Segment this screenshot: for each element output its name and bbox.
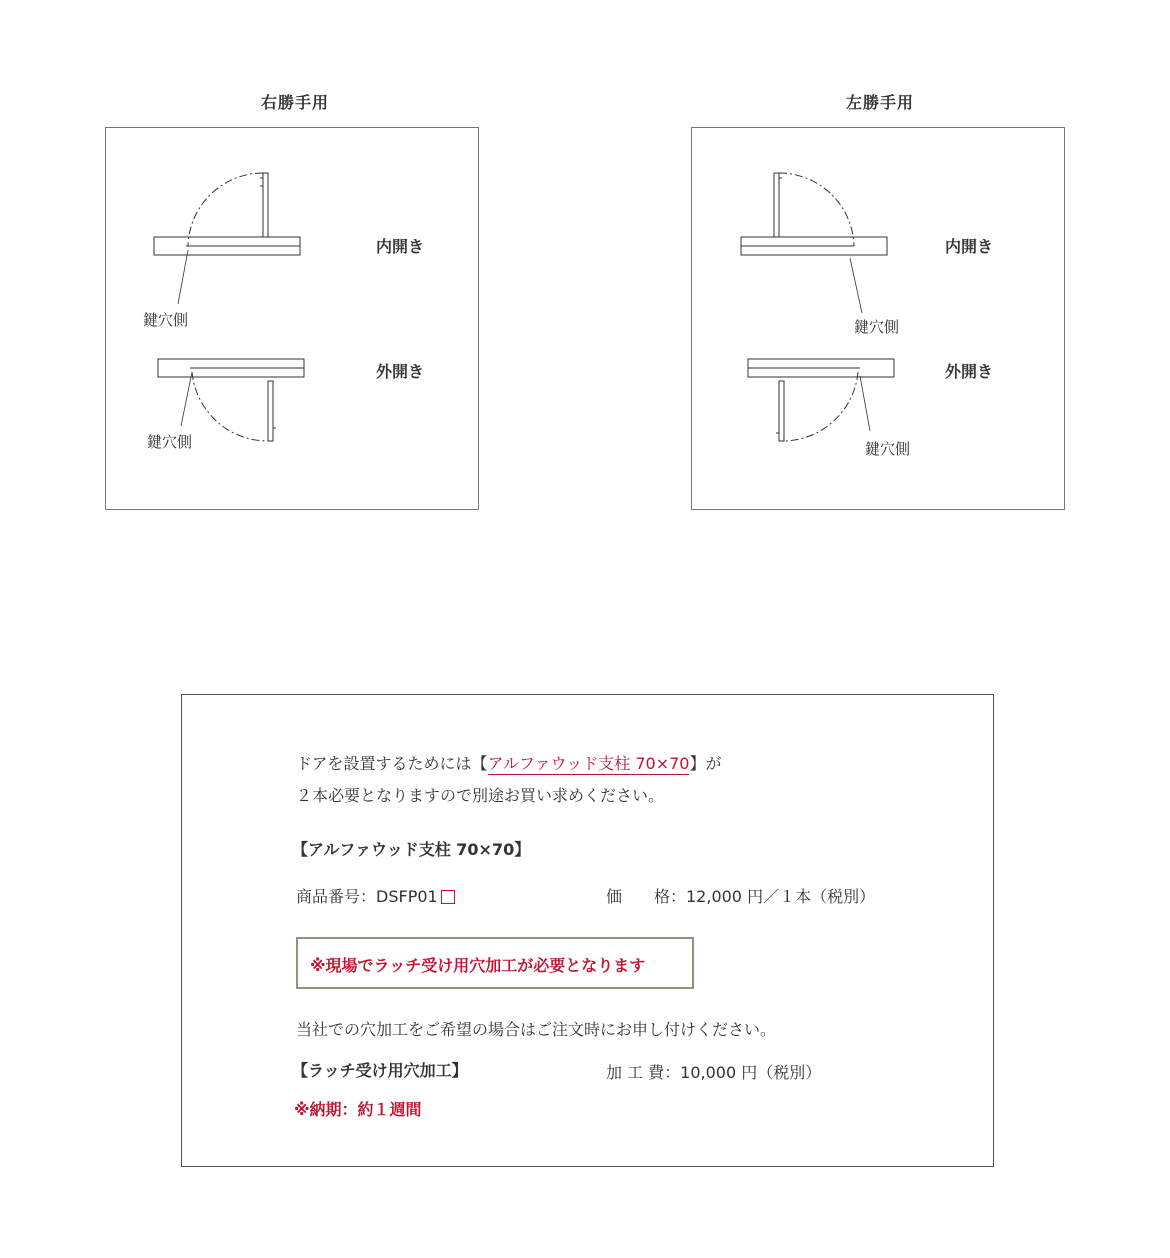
pillar-product-link[interactable]: アルファウッド支柱 70×70 (487, 754, 690, 773)
notice-box (296, 937, 694, 989)
notice-text: ※現場でラッチ受け用穴加工が必要となります (310, 956, 646, 975)
intro-line-1 (296, 751, 721, 774)
left-outward-label: 外開き (945, 362, 994, 381)
product-code-value: DSFP01 (376, 887, 438, 906)
door-leaf-open-outward (779, 381, 784, 441)
latch-heading: 【ラッチ受け用穴加工】 (292, 1061, 468, 1080)
door-leaf-open (263, 173, 268, 237)
right-hand-title: 右勝手用 (261, 93, 330, 112)
swing-arc-outward (784, 372, 858, 441)
swing-arc-inward (188, 173, 263, 246)
processing-fee: 加 工 費：10,000 円（税別） (606, 1063, 822, 1082)
left-keyhole-label-inward: 鍵穴側 (854, 318, 900, 336)
right-outward-label: 外開き (376, 362, 425, 381)
intro-text-post: 】が (689, 754, 722, 773)
intro-text-pre: ドアを設置するためには【 (296, 754, 488, 773)
delivery-time: ※納期：約１週間 (294, 1100, 422, 1119)
keyhole-leader-inward (850, 258, 862, 313)
right-keyhole-label-inward: 鍵穴側 (143, 311, 189, 329)
door-leaf-open (774, 173, 779, 237)
left-inward-label: 内開き (945, 237, 994, 256)
keyhole-leader-inward (178, 250, 188, 304)
swing-arc-inward (779, 173, 854, 246)
checkbox-square-icon (441, 890, 455, 904)
keyhole-leader-outward (860, 376, 870, 431)
keyhole-leader-outward (181, 372, 192, 426)
custom-processing-note: 当社での穴加工をご希望の場合はご注文時にお申し付けください。 (296, 1020, 777, 1039)
pillar-info-box (181, 694, 994, 1167)
swing-arc-outward (192, 372, 268, 441)
price-text: 価 格：12,000 円／１本（税別） (606, 887, 876, 906)
door-leaf-open-outward (268, 381, 273, 441)
product-code-label: 商品番号： (296, 887, 377, 906)
left-keyhole-label-outward: 鍵穴側 (865, 440, 911, 458)
intro-line-2: ２本必要となりますので別途お買い求めください。 (296, 786, 665, 805)
right-keyhole-label-outward: 鍵穴側 (147, 433, 193, 451)
right-hand-diagram-panel (105, 127, 479, 510)
pillar-heading: 【アルファウッド支柱 70×70】 (292, 840, 531, 859)
right-inward-label: 内開き (376, 237, 425, 256)
product-code-row (296, 884, 455, 907)
left-hand-title: 左勝手用 (846, 93, 915, 112)
left-hand-diagram-panel (691, 127, 1065, 510)
